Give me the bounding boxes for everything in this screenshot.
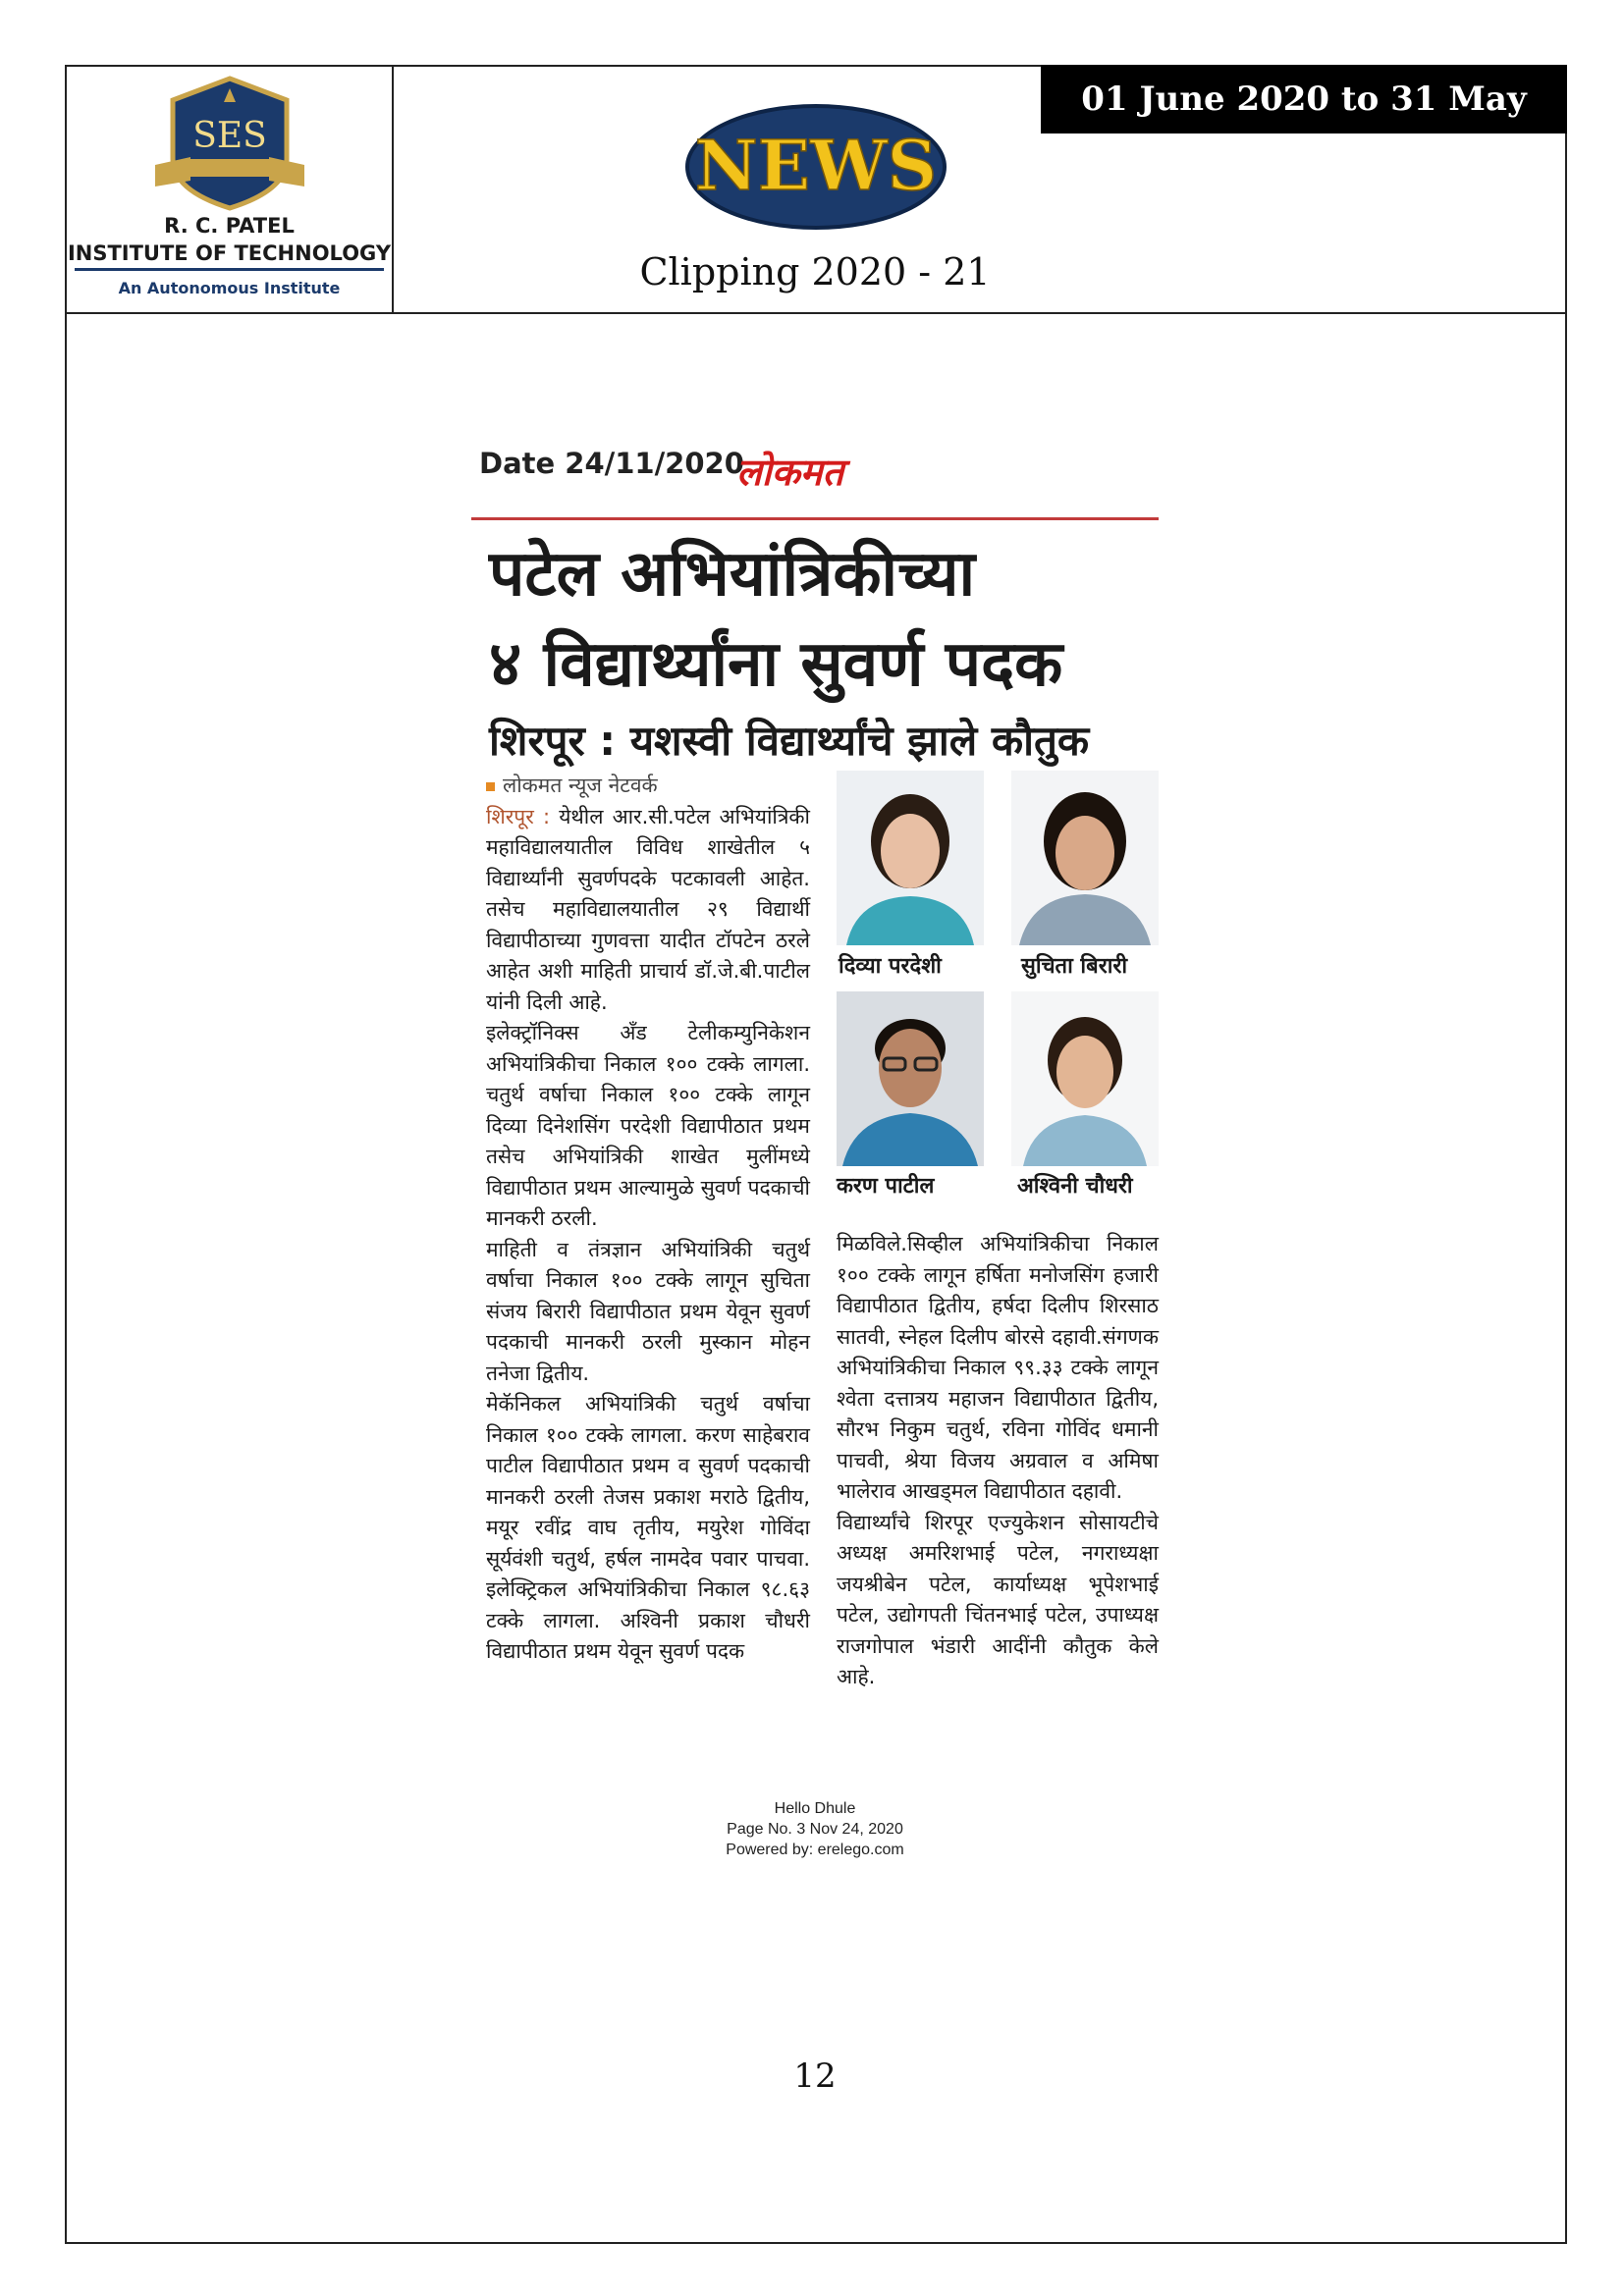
article-paragraph: माहिती व तंत्रज्ञान अभियांत्रिकी चतुर्थ वर्षाचा निकाल १०० टक्के लागून सुचिता संजय बिरारी विद्यापीठात प्रथम येवून सुवर्ण पदकाची मानकरी ठरली मुस्कान मोहन तनेजा द्वितीय. — [486, 1237, 810, 1385]
person-photo-icon — [837, 991, 984, 1166]
person-photo-icon — [837, 771, 984, 945]
clipping-date: Date 24/11/2020 — [479, 447, 744, 480]
photo-caption: अश्विनी चौधरी — [1017, 1174, 1133, 1199]
article-column-left — [486, 771, 810, 1668]
newspaper-clipping — [471, 432, 1178, 1865]
student-photo-2 — [1011, 771, 1159, 945]
institute-name-line1: R. C. PATEL — [164, 214, 295, 238]
article-column-right — [837, 1229, 1159, 1693]
date-range-badge: 01 June 2020 to 31 May 2021 — [1041, 65, 1567, 133]
dateline: शिरपूर : — [486, 804, 551, 828]
student-photo-4 — [1011, 991, 1159, 1166]
institute-divider — [75, 268, 384, 271]
institute-name-line2: INSTITUTE OF TECHNOLOGY — [67, 241, 392, 265]
svg-text:SES: SES — [192, 116, 267, 156]
clipping-source-footer — [628, 1798, 1001, 1860]
headline-line2: ४ विद्यार्थ्यांना सुवर्ण पदक — [489, 628, 1063, 701]
source-name: Hello Dhule — [774, 1800, 856, 1817]
article-paragraph — [486, 802, 810, 1019]
photo-caption: करण पाटील — [837, 1174, 935, 1199]
source-powered-by: Powered by: erelego.com — [726, 1842, 904, 1858]
photo-caption: सुचिता बिरारी — [1021, 954, 1128, 979]
article-paragraph: विद्यार्थ्यांचे शिरपूर एज्युकेशन सोसायटीचे अध्यक्ष अमरिशभाई पटेल, नगराध्यक्षा जयश्रीबेन पटेल, कार्याध्यक्ष भूपेशभाई पटेल, उद्योगपती चिंतनभाई पटेल, उपाध्यक्ष राजगोपाल भंडारी आदींनी कौतुक केले आहे. — [837, 1510, 1159, 1688]
headline-line1: पटेल अभियांत्रिकीच्या — [489, 538, 976, 611]
news-logo-icon — [684, 103, 947, 231]
source-page-date: Page No. 3 Nov 24, 2020 — [727, 1821, 903, 1838]
clipping-title: Clipping 2020 - 21 — [639, 250, 991, 294]
person-photo-icon — [1011, 771, 1159, 945]
article-paragraph: इलेक्ट्रॉनिक्स अँड टेलीकम्युनिकेशन अभियांत्रिकीचा निकाल १०० टक्के लागला. चतुर्थ वर्षाचा निकाल १०० टक्के लागून दिव्या दिनेशसिंग परदेशी विद्यापीठात प्रथम तसेच अभियांत्रिकी शाखेत मुलींमध्ये विद्यापीठात प्रथम आल्यामुळे सुवर्ण पदकाची मानकरी ठरली. — [486, 1021, 810, 1230]
institute-status: An Autonomous Institute — [118, 279, 341, 297]
article-paragraph: मिळविले.सिव्हील अभियांत्रिकीचा निकाल १०० टक्के लागून हर्षिता मनोजसिंग हजारी विद्यापीठात द्वितीय, हर्षदा दिलीप शिरसाठ सातवी, स्नेहल दिलीप बोरसे दहावी.संगणक अभियांत्रिकीचा निकाल ९९.३३ टक्के लागून श्वेता दत्तात्रय महाजन विद्यापीठात द्वितीय, सौरभ निकुम चतुर्थ, रविना गोविंद धमानी पाचवी, श्रेया विजय अग्रवाल व अमिषा भालेराव आखड्मल विद्यापीठात दहावी. — [837, 1232, 1159, 1503]
newspaper-masthead: लोकमत — [736, 451, 844, 494]
photo-caption: दिव्या परदेशी — [839, 954, 942, 979]
institute-logo-cell — [65, 65, 394, 312]
svg-text:NEWS: NEWS — [694, 125, 938, 206]
masthead-rule — [471, 517, 1159, 520]
article-paragraph: मेकॅनिकल अभियांत्रिकी चतुर्थ वर्षाचा निकाल १०० टक्के लागला. करण साहेबराव पाटील विद्यापीठात प्रथम व सुवर्ण पदकाची मानकरी ठरली तेजस प्रकाश मराठे द्वितीय, मयूर रवींद्र वाघ तृतीय, मयुरेश गोविंदा सूर्यवंशी चतुर्थ, हर्षल नामदेव पवार पाचवा. इलेक्ट्रिकल अभियांत्रिकीचा निकाल ९८.६३ टक्के लागला. अश्विनी प्रकाश चौधरी विद्यापीठात प्रथम येवून सुवर्ण पदक — [486, 1392, 810, 1663]
ses-seal-icon — [151, 75, 308, 212]
byline-row — [486, 771, 810, 802]
bullet-icon — [486, 782, 495, 791]
article-text: येथील आर.सी.पटेल अभियांत्रिकी महाविद्यालयातील विविध शाखेतील ५ विद्यार्थ्यांनी सुवर्णपदके पटकावली आहेत. तसेच महाविद्यालयातील २९ विद्यार्थी विद्यापीठाच्या गुणवत्ता यादीत टॉपटेन ठरले आहेत अशी माहिती प्राचार्य डॉ.जे.बी.पाटील यांनी दिली आहे. — [486, 804, 810, 1014]
person-photo-icon — [1011, 991, 1159, 1166]
student-photo-1 — [837, 771, 984, 945]
byline: लोकमत न्यूज नेटवर्क — [503, 774, 658, 797]
student-photo-3 — [837, 991, 984, 1166]
page-number: 12 — [793, 2056, 837, 2096]
subheadline: शिरपूर : यशस्वी विद्यार्थ्यांचे झाले कौतुक — [489, 717, 1090, 765]
